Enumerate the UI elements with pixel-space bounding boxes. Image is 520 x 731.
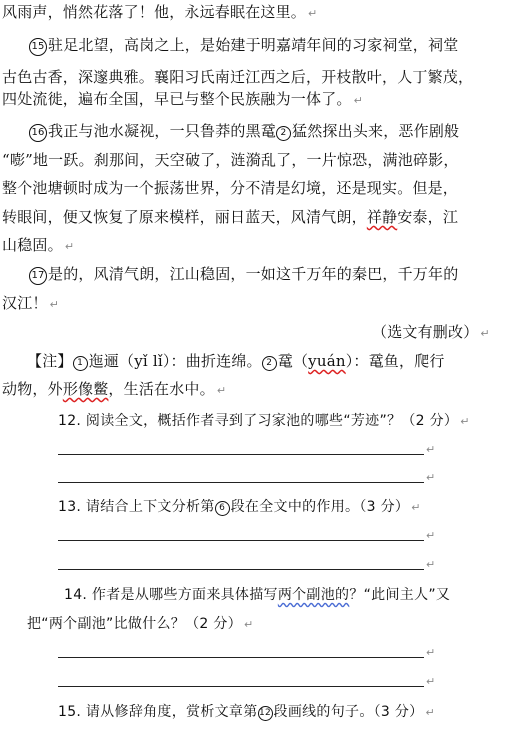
paragraph-mark: ↵ xyxy=(426,675,436,688)
text-span: 四处流徙，遍布全国，早已与整个民族融为一体了。 xyxy=(2,90,352,108)
text-line xyxy=(29,35,458,56)
text-span: ，生活在水中。 xyxy=(108,380,215,398)
text-span: （选文有删改） xyxy=(372,323,479,341)
question-text: 12. 阅读全文，概括作者寻到了习家池的哪些“芳迹”？（2 分） xyxy=(58,413,459,429)
grammar-underlined-text: 两个副池的 xyxy=(277,587,350,603)
answer-line[interactable] xyxy=(58,540,424,541)
note-number-badge: 2 xyxy=(276,126,291,141)
text-span: 是的，风清气朗，江山稳固，一如这千万年的秦巴，千万年的 xyxy=(48,265,459,283)
footnote-line xyxy=(2,379,226,401)
question-text: 13. 请结合上下文分析第 xyxy=(58,499,215,515)
paragraph-mark: ↵ xyxy=(426,471,436,484)
text-span: 我正与池水凝视，一只鲁莽的黑鼋 xyxy=(48,122,277,140)
paragraph-mark: ↵ xyxy=(64,240,75,253)
paragraph-number-badge: 15 xyxy=(29,38,47,56)
text-span: 转眼间，便又恢复了原来模样，丽日蓝天，风清气朗， xyxy=(2,208,367,226)
text-span: 整个池塘顿时成为一个振荡世界，分不清是幻境，还是现实。但是， xyxy=(2,179,459,197)
text-span: 驻足北望，高岗之上，是始建于明嘉靖年间的习家祠堂，祠堂 xyxy=(48,36,459,54)
paragraph-number-badge: 6 xyxy=(215,501,230,516)
text-line xyxy=(2,2,317,24)
paragraph-mark: ↵ xyxy=(426,443,436,456)
text-line xyxy=(2,293,59,315)
spellcheck-underlined-text: 祥静 xyxy=(366,208,398,226)
paragraph-number-badge: 16 xyxy=(29,124,47,142)
footnote-line xyxy=(27,351,445,371)
question-text: 段在全文中的作用。（3 分） xyxy=(230,499,410,515)
question-13 xyxy=(58,497,421,518)
paragraph-mark: ↵ xyxy=(411,501,421,514)
answer-line[interactable] xyxy=(58,482,424,483)
paragraph-mark: ↵ xyxy=(480,327,490,340)
text-line xyxy=(2,150,459,170)
answer-line[interactable] xyxy=(58,657,424,658)
paragraph-mark: ↵ xyxy=(216,384,227,397)
question-12 xyxy=(58,411,470,432)
text-line xyxy=(2,67,473,87)
text-span: 鼋（ xyxy=(277,352,309,370)
text-span: 安泰，江 xyxy=(397,208,459,226)
text-span: 猛然探出头来，恶作剧般 xyxy=(292,122,460,140)
spellcheck-underlined-text: yuán xyxy=(308,352,346,370)
question-text: 14. 作者是从哪些方面来具体描写 xyxy=(64,587,278,603)
text-line xyxy=(29,264,458,285)
question-text: 把“两个副池”比做什么？（2 分） xyxy=(27,616,242,632)
text-span: 【注】 xyxy=(27,352,73,370)
note-number-badge: 2 xyxy=(262,356,277,371)
paragraph-mark: ↵ xyxy=(353,94,364,107)
text-line xyxy=(2,178,458,198)
answer-line[interactable] xyxy=(58,569,424,570)
text-span: 风雨声，悄然花落了！他，永远春眠在这里。 xyxy=(2,3,307,21)
text-line xyxy=(2,89,363,111)
question-14-cont xyxy=(27,614,254,635)
answer-line[interactable] xyxy=(58,686,424,687)
paragraph-mark: ↵ xyxy=(243,618,254,631)
text-span: ）：鼋鱼，爬行 xyxy=(345,352,445,370)
text-span: “嘭”地一跃。刹那间，天空破了，涟漪乱了，一片惊恐，满池碎影， xyxy=(2,151,459,169)
text-line xyxy=(2,207,458,227)
text-span: 古色古香，深邃典雅。襄阳习氏南迁江西之后，开枝散叶，人丁繁茂， xyxy=(2,68,474,86)
paragraph-mark: ↵ xyxy=(49,298,60,311)
paragraph-mark: ↵ xyxy=(426,646,436,659)
question-14 xyxy=(64,585,450,605)
paragraph-number-badge: 12 xyxy=(258,706,273,721)
source-note xyxy=(372,322,490,344)
paragraph-mark: ↵ xyxy=(426,558,436,571)
text-line xyxy=(29,121,459,142)
text-line xyxy=(2,235,74,257)
text-span: 山稳固。 xyxy=(2,236,63,254)
question-15 xyxy=(58,702,435,723)
paragraph-mark: ↵ xyxy=(308,7,318,20)
note-number-badge: 1 xyxy=(73,356,88,371)
paragraph-number-badge: 17 xyxy=(29,267,47,285)
text-span: 动物，外 xyxy=(2,380,63,398)
paragraph-mark: ↵ xyxy=(425,706,436,719)
paragraph-mark: ↵ xyxy=(426,529,436,542)
question-text: 15. 请从修辞角度，赏析文章第 xyxy=(58,704,258,720)
text-span: 汉江！ xyxy=(2,294,48,312)
paragraph-mark: ↵ xyxy=(460,415,470,428)
answer-line[interactable] xyxy=(58,454,424,455)
spellcheck-underlined-text: 形像鳖 xyxy=(62,380,109,398)
question-text: 段画线的句子。（3 分） xyxy=(273,704,424,720)
text-span: 迤逦（yǐ lǐ）：曲折连绵。 xyxy=(88,352,262,370)
question-text: ？“此间主人”又 xyxy=(349,587,451,603)
